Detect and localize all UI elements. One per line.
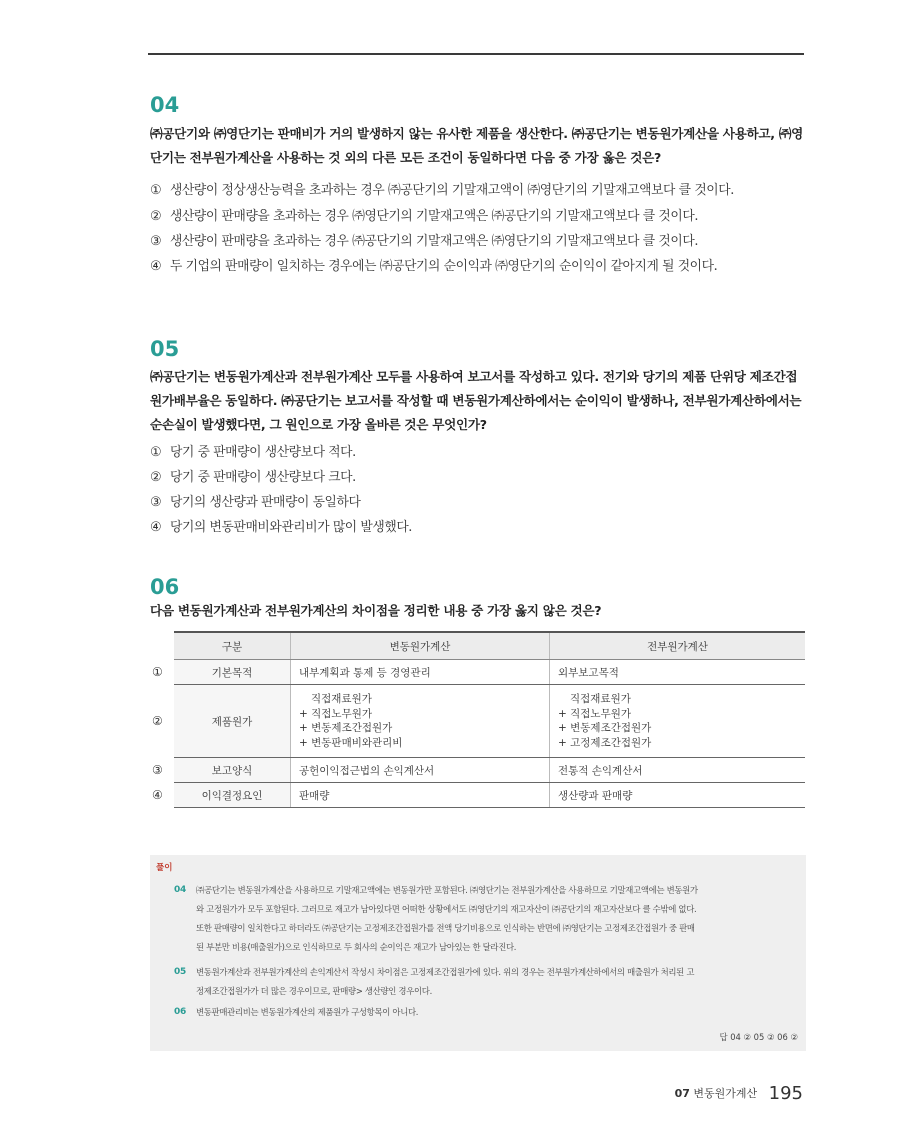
question-06-stem: 다음 변동원가계산과 전부원가계산의 차이점을 정리한 내용 중 가장 옳지 않은 것은? [150, 603, 602, 618]
chapter-number: 07 [674, 1087, 690, 1100]
question-05-options [150, 440, 806, 540]
table-row: ② 제품원가 직접재료원가 + 직접노무원가 + 변동제조간접원가 + 변동판매비와관리비 직접재료원가 + 직접노무원가 + 변동제조간접원가 + 고정제조간접원가 [148, 685, 805, 758]
option-05-3: ③ 당기의 생산량과 판매량이 동일하다 [150, 495, 361, 510]
solution-04: 04 ㈜공단기는 변동원가계산을 사용하므로 기말재고액에는 변동원가만 포함된다. ㈜영단기는 전부원가계산을 사용하므로 기말재고액에는 변동원가 와 고정원가가 모두 포함된다. 그러므로 재고가 남아있다면 어떠한 상황에서도 ㈜영단기의 재고자산이 ㈜공단기의 재고자산보다 클 수밖에 없다. 또한 판매량이 일치한다고 하더라도 ㈜공단기는 고정제조간접원가를 전액 당기비용으로 인식하는 반면에 ㈜영단기는 고정제조간접원가 중 판매 된 부분만 비용(매출원가)으로 인식하므로 두 회사의 순이익은 재고가 남아있는 한 달라진다. [174, 885, 698, 952]
solution-box [150, 855, 806, 1051]
header-blank [148, 632, 174, 660]
question-04-number: 04 [150, 93, 180, 117]
table-header-row [148, 632, 805, 660]
option-04-2: ② 생산량이 판매량을 초과하는 경우 ㈜영단기의 기말재고액은 ㈜공단기의 기말재고액보다 클 것이다. [150, 209, 698, 224]
chapter-title: 변동원가계산 [693, 1087, 758, 1100]
question-04-options [150, 178, 806, 279]
option-04-3: ③ 생산량이 판매량을 초과하는 경우 ㈜공단기의 기말재고액은 ㈜영단기의 기말재고액보다 클 것이다. [150, 234, 698, 249]
option-05-2: ② 당기 중 판매량이 생산량보다 크다. [150, 470, 356, 485]
question-05-number: 05 [150, 337, 180, 361]
solution-05: 05 변동원가계산과 전부원가계산의 손익계산서 작성시 차이점은 고정제조간접원가에 있다. 위의 경우는 전부원가계산하에서의 매출원가 처리된 고 정제조간접원가가 더 많은 경우이므로, 판매량> 생산량인 경우이다. [174, 967, 695, 996]
question-06-number: 06 [150, 575, 180, 599]
page-number: 195 [768, 1083, 803, 1104]
page-footer [675, 1083, 803, 1104]
option-05-1: ① 당기 중 판매량이 생산량보다 적다. [150, 445, 356, 460]
header-absorption-costing: 전부원가계산 [550, 632, 806, 660]
header-variable-costing: 변동원가계산 [291, 632, 550, 660]
option-04-4: ④ 두 기업의 판매량이 일치하는 경우에는 ㈜공단기의 순이익과 ㈜영단기의 순이익이 같아지게 될 것이다. [150, 259, 718, 274]
table-row: ④ 이익결정요인 판매량 생산량과 판매량 [148, 783, 805, 808]
solution-label: 풀이 [156, 863, 173, 873]
table-row: ③ 보고양식 공헌이익접근법의 손익계산서 전통적 손익계산서 [148, 758, 805, 783]
answer-key: 답 04 ② 05 ② 06 ② [719, 1032, 798, 1042]
solution-06: 06 변동판매관리비는 변동원가계산의 제품원가 구성항목이 아니다. [174, 1007, 419, 1017]
header-category: 구분 [174, 632, 291, 660]
top-rule [148, 53, 804, 55]
table-row: ① 기본목적 내부계획과 통제 등 경영관리 외부보고목적 [148, 660, 805, 685]
comparison-table [148, 631, 805, 808]
question-05-stem: ㈜공단기는 변동원가계산과 전부원가계산 모두를 사용하여 보고서를 작성하고 있다. 전기와 당기의 제품 단위당 제조간접원가배부율은 동일하다. ㈜공단기는 보고서를 작성할 때 변동원가계산하에서는 순이익이 발생하나, 전부원가계산하에서는 순손실이 발생했다면, 그 원인으로 가장 올바른 것은 무엇인가? [150, 369, 802, 432]
option-05-4: ④ 당기의 변동판매비와관리비가 많이 발생했다. [150, 520, 412, 535]
question-04-stem: ㈜공단기와 ㈜영단기는 판매비가 거의 발생하지 않는 유사한 제품을 생산한다. ㈜공단기는 변동원가계산을 사용하고, ㈜영단기는 전부원가계산을 사용하는 것 외의 다른 모든 조건이 동일하다면 다음 중 가장 옳은 것은? [150, 126, 803, 165]
option-04-1: ① 생산량이 정상생산능력을 초과하는 경우 ㈜공단기의 기말재고액이 ㈜영단기의 기말재고액보다 클 것이다. [150, 183, 734, 198]
